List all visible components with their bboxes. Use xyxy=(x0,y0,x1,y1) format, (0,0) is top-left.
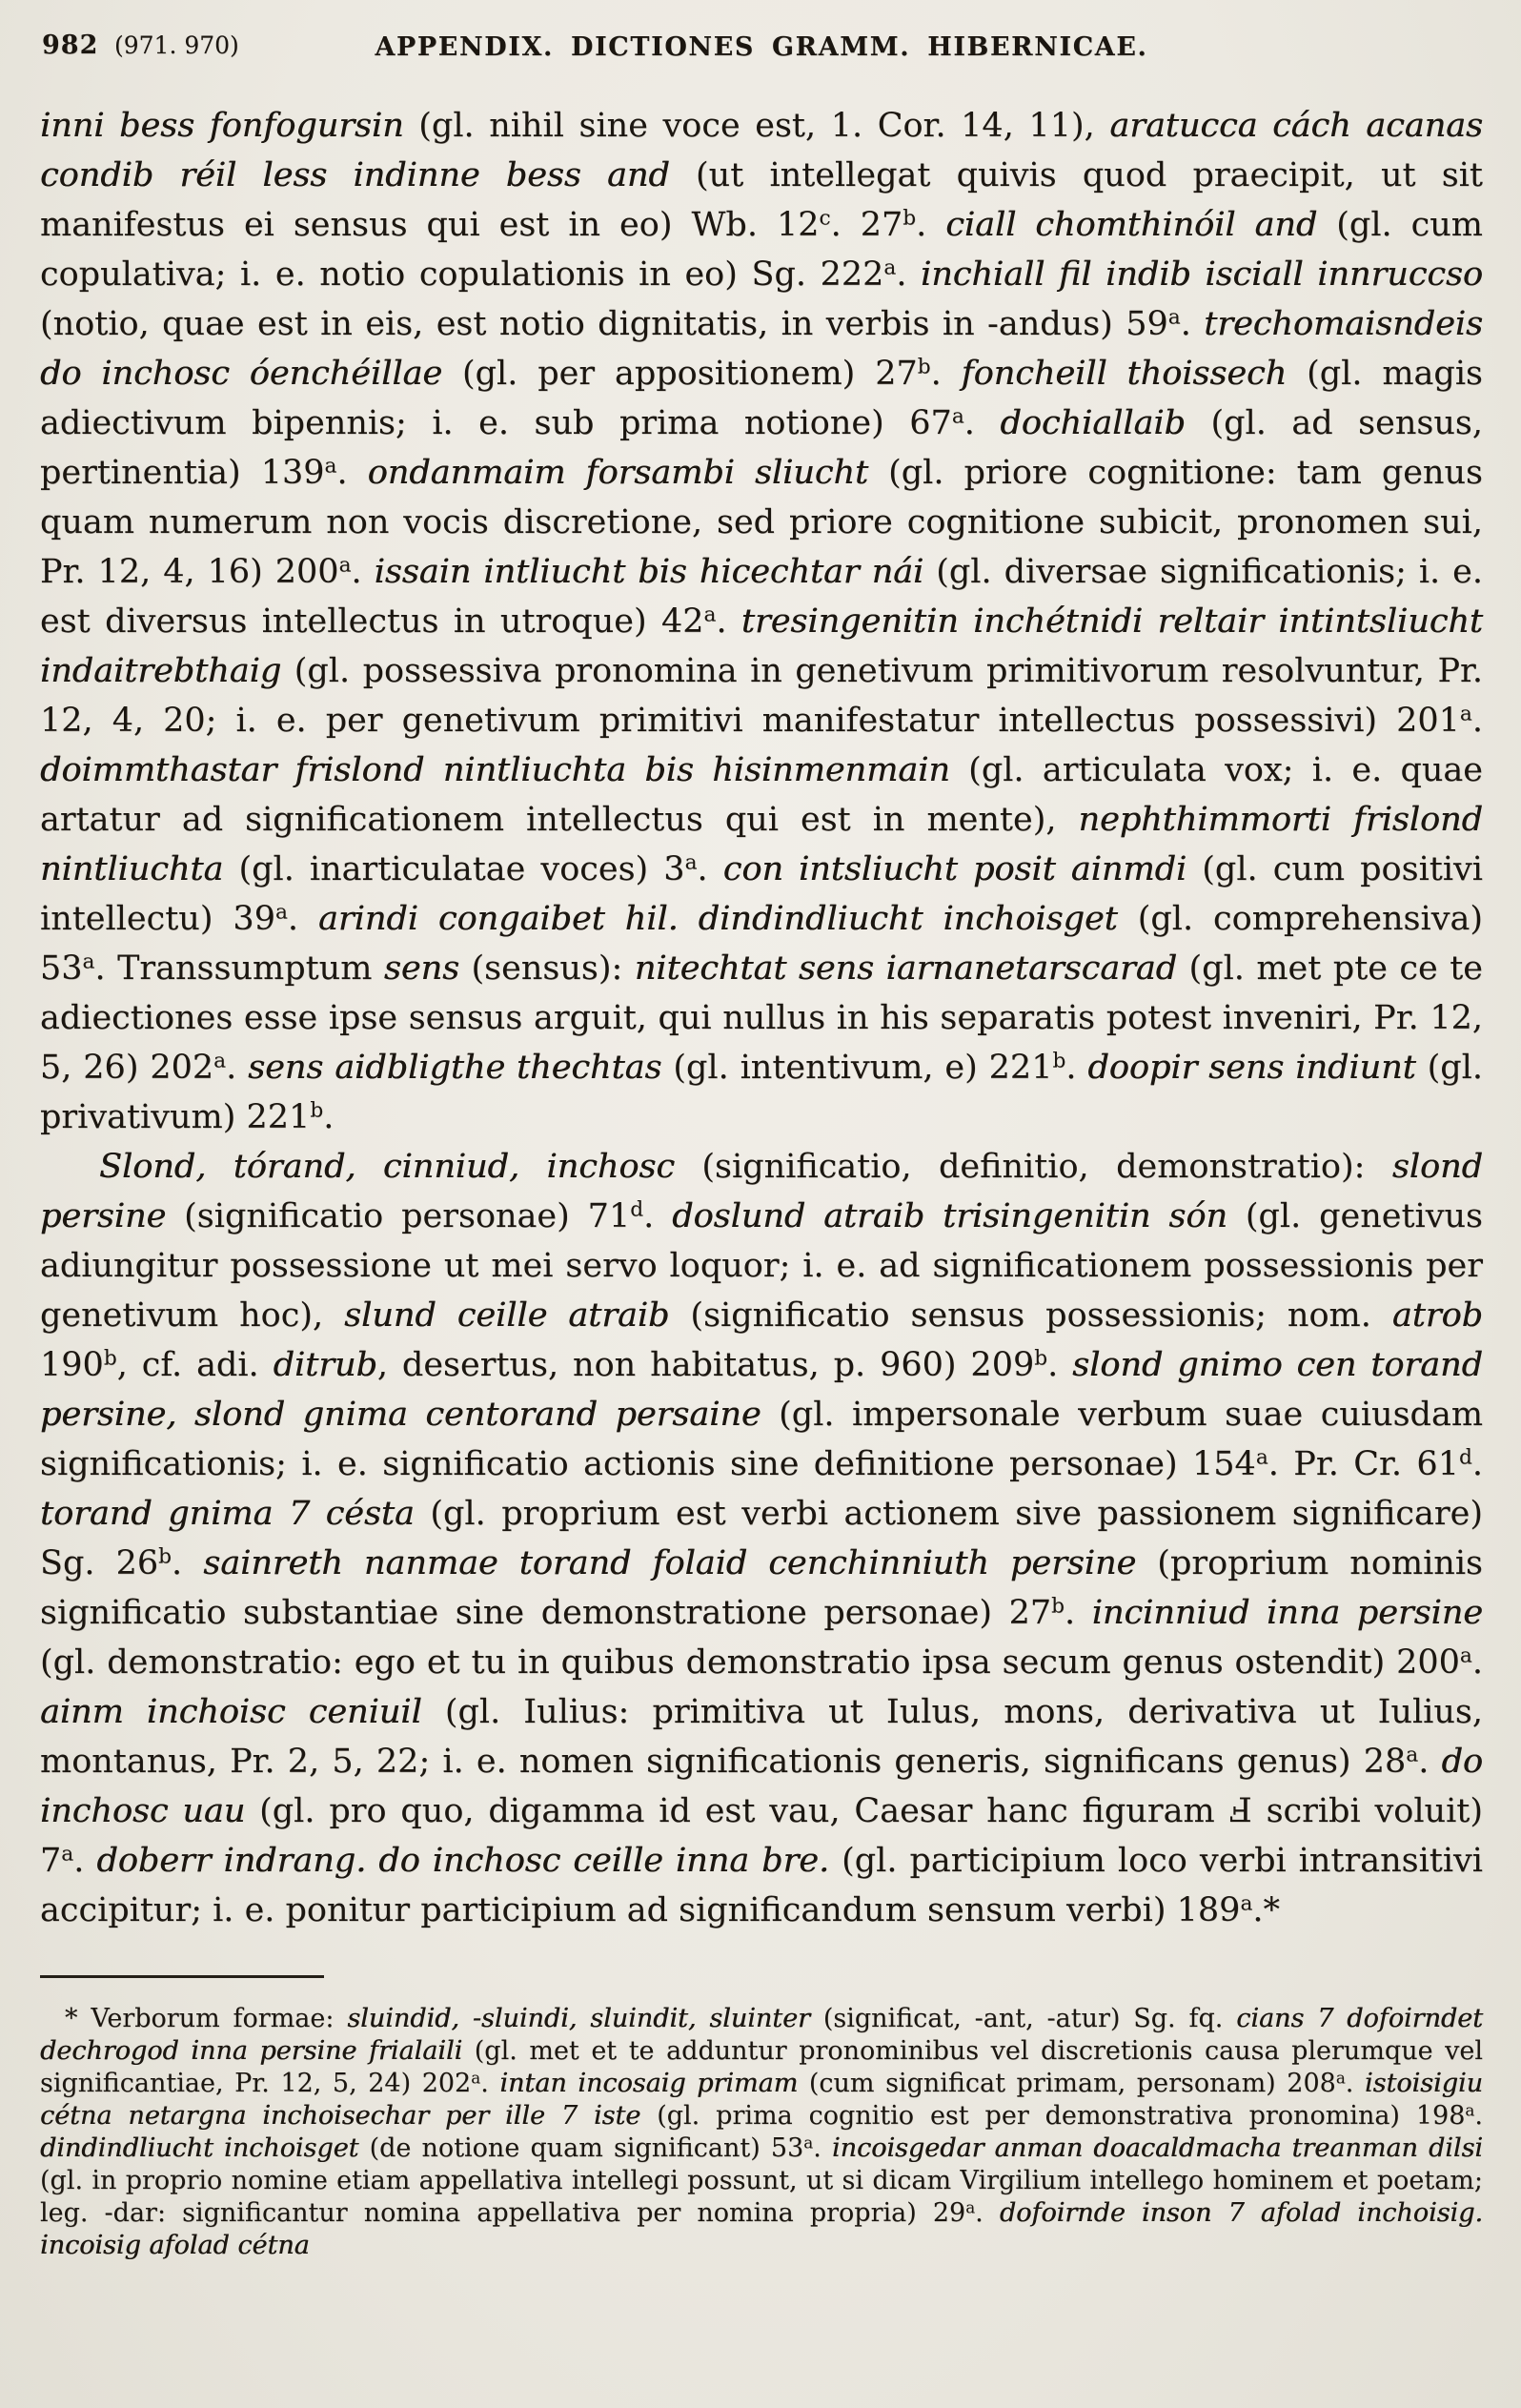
text-run: . xyxy=(323,1098,335,1136)
text-run: . xyxy=(1065,1049,1088,1087)
text-run: (significatio sensus possessionis; nom. xyxy=(690,1296,1392,1335)
text-run: (gl. priore cognitione: tam genus quam numerum non vocis discretione, sed priore cognitione subicit, pronomen sui, Pr. 12, 4, 16) 200 xyxy=(40,454,1483,591)
text-run: sainreth nanmae torand folaid cenchinniuth persine xyxy=(203,1544,1158,1582)
text-run: sens aidbligthe thechtas xyxy=(248,1049,674,1087)
text-run: dochiallaib xyxy=(1000,404,1211,442)
text-run: con intsliucht posit ainmdi xyxy=(722,850,1203,888)
text-run: . xyxy=(1047,1346,1073,1384)
text-run: . xyxy=(896,255,922,294)
text-run: doberr indrang. do inchosc ceille inna bre. xyxy=(96,1842,842,1880)
text-run: incinniud inna persine xyxy=(1091,1594,1483,1632)
text-run: doimmthastar frislond nintliuchta bis hisinmenmain xyxy=(40,751,969,789)
text-run: slond gnimo cen torand persine, slond gnima centorand persaine xyxy=(40,1346,1483,1434)
text-run: ciall chomthinóil and xyxy=(945,206,1337,244)
text-run: (gl. per appositionem) 27 xyxy=(462,355,918,393)
text-run: (significatio, definitio, demonstratio): xyxy=(701,1148,1392,1186)
text-run: (gl. proprium est verbi actionem sive passionem significare) Sg. 26 xyxy=(40,1495,1484,1582)
text-run: ditrub xyxy=(273,1346,377,1384)
text-run: . xyxy=(1471,702,1483,740)
text-run: nephthimmorti frislond nintliuchta xyxy=(40,801,1483,888)
footnote xyxy=(40,2003,1483,2262)
text-run: b xyxy=(310,1098,324,1123)
text-run: . xyxy=(336,454,368,492)
text-run: a xyxy=(274,900,288,925)
text-run: (ut intellegat quivis quod praecipit, ut sit manifestus ei sensus qui est in eo) Wb. 12 xyxy=(40,156,1483,244)
text-run: a xyxy=(1255,1445,1268,1470)
text-run: a xyxy=(1335,2068,1346,2088)
text-run: (gl. articulata vox; i. e. quae artatur ad significationem intellectus qui est in mente), xyxy=(40,751,1483,839)
text-run: (gl. possessiva pronomina in genetivum primitivorum resolvuntur, Pr. 12, 4, 20; i. e. per genetivum primitivi manifestatur intellectus possessivi) 201 xyxy=(40,652,1483,740)
text-run: . xyxy=(916,206,946,244)
text-run: (gl. comprehensiva) 53 xyxy=(40,900,1483,988)
text-run: . xyxy=(1345,2069,1365,2098)
body-text xyxy=(40,101,1483,1935)
text-run: aratucca cách acanas condib réil less indinne bess and xyxy=(40,107,1483,194)
page-number-note: (971. 970) xyxy=(113,31,239,59)
text-run: a xyxy=(1465,2100,1475,2120)
text-run: (proprium nominis significatio substantiae sine demonstratione personae) 27 xyxy=(40,1544,1483,1632)
text-run: b xyxy=(103,1346,117,1371)
paragraph xyxy=(40,1142,1483,1935)
text-run: foncheill thoissech xyxy=(961,355,1308,393)
text-run: incoisgedar anman doacaldmacha treanman dilsi xyxy=(831,2133,1483,2163)
text-run: b xyxy=(902,206,917,231)
text-run: . xyxy=(351,553,375,591)
text-run: a xyxy=(338,553,352,578)
text-run: * Verborum formae: xyxy=(65,2004,348,2033)
text-run: istoisigiu cétna netargna inchoisechar per ille 7 iste xyxy=(40,2069,1483,2131)
text-run: . 27 xyxy=(830,206,903,244)
text-run: (significat, -ant, -atur) Sg. fq. xyxy=(822,2004,1237,2033)
text-run: . xyxy=(172,1544,204,1582)
text-run: (de notione quam significant) 53 xyxy=(369,2133,804,2163)
text-run: (gl. cum positivi intellectu) 39 xyxy=(40,850,1483,938)
text-run: c xyxy=(819,206,831,231)
text-run: , cf. adi. xyxy=(116,1346,274,1384)
text-run: . xyxy=(643,1197,673,1235)
page-header xyxy=(40,25,1483,71)
text-run: (gl. met pte ce te adiectiones esse ipse sensus arguit, qui nullus in his separatis potest inveniri, Pr. 12, 5, 26) 202 xyxy=(40,949,1483,1087)
text-run: (gl. met et te adduntur pronominibus vel discretionis causa plerumque vel significantiae, Pr. 12, 5, 24) 202 xyxy=(40,2036,1483,2098)
text-run: . xyxy=(1418,1743,1442,1781)
text-run: b xyxy=(1051,1594,1065,1619)
text-run: a xyxy=(82,949,95,974)
text-run: , desertus, non habitatus, p. 960) 209 xyxy=(376,1346,1035,1384)
text-run: torand gnima 7 césta xyxy=(40,1495,431,1533)
text-run: . xyxy=(287,900,318,938)
text-run: . xyxy=(480,2069,500,2098)
text-run: a xyxy=(1406,1743,1419,1767)
page-number: 982 xyxy=(42,31,99,60)
text-run: dindindliucht inchoisget xyxy=(40,2133,370,2163)
text-run: a xyxy=(684,850,698,875)
text-run: sluindid, -sluindi, sluindit, sluinter xyxy=(347,2004,823,2033)
text-run: a xyxy=(213,1049,227,1073)
text-run: doopir sens indiunt xyxy=(1087,1049,1428,1087)
text-run: (gl. genetivus adiungitur possessione ut mei servo loquor; i. e. ad significationem possessionis per genetivum hoc), xyxy=(40,1197,1483,1335)
text-run: b xyxy=(917,355,931,379)
text-run: . xyxy=(1065,1594,1092,1632)
text-run: a xyxy=(965,2197,976,2217)
text-run: . xyxy=(813,2133,832,2163)
text-run: . Pr. Cr. 61 xyxy=(1268,1445,1459,1483)
text-run: 190 xyxy=(40,1346,104,1384)
text-run: (sensus): xyxy=(471,949,635,988)
text-run: (gl. in proprio nomine etiam appellativa intellegi possunt, ut si dicam Virgilium intellego hominem et poetam; leg. -dar: significantur nomina appellativa per nomina propria) 29 xyxy=(40,2166,1483,2228)
text-run: . xyxy=(1474,2101,1483,2131)
text-run: a xyxy=(61,1842,74,1867)
text-run: . xyxy=(1180,305,1205,343)
text-run: (gl. pro quo, digamma id est vau, Caesar hanc figuram Ⅎ scribi voluit) 7 xyxy=(40,1792,1483,1880)
text-run: . xyxy=(963,404,1001,442)
text-run: dofoirnde inson 7 afolad inchoisig. incoisig afolad cétna xyxy=(40,2198,1483,2260)
text-run: a xyxy=(951,404,964,429)
text-run: . xyxy=(1471,1643,1483,1682)
text-run: cians 7 dofoirndet dechrogod inna persine frialaili xyxy=(40,2004,1483,2066)
text-run: (gl. Iulius: primitiva ut Iulus, mons, derivativa ut Iulius, montanus, Pr. 2, 5, 22; i. e. nomen significationis generis, significans genus) 28 xyxy=(40,1693,1483,1781)
text-run: atrob xyxy=(1391,1296,1483,1335)
text-run: slond persine xyxy=(40,1148,1484,1235)
text-run: (gl. diversae significationis; i. e. est diversus intellectus in utroque) 42 xyxy=(40,553,1483,641)
text-run: issain intliucht bis hicechtar nái xyxy=(374,553,937,591)
text-run: . xyxy=(930,355,962,393)
text-run: sens xyxy=(383,949,472,988)
text-run: inni bess fonfogursin xyxy=(40,107,419,145)
text-run: (gl. prima cognitio est per demonstrativa pronomina) 198 xyxy=(657,2101,1466,2131)
text-run: a xyxy=(324,454,337,479)
text-run: (gl. magis adiectivum bipennis; i. e. sub prima notione) 67 xyxy=(40,355,1483,442)
text-run: (cum significat primam, personam) 208 xyxy=(808,2069,1336,2098)
text-run: b xyxy=(1052,1049,1066,1073)
text-run: (notio, quae est in eis, est notio dignitatis, in verbis in -andus) 59 xyxy=(40,305,1168,343)
text-run: intan incosaig primam xyxy=(499,2069,809,2098)
text-run: (gl. participium loco verbi intransitivi accipitur; i. e. ponitur participium ad significandum sensum verbi) 189 xyxy=(40,1842,1484,1929)
text-run: doslund atraib trisingenitin són xyxy=(672,1197,1246,1235)
text-run: (gl. ad sensus, pertinentia) 139 xyxy=(40,404,1483,492)
text-run: a xyxy=(703,602,717,627)
text-run: d xyxy=(1458,1445,1472,1470)
text-run: (gl. impersonale verbum suae cuiusdam significationis; i. e. significatio actionis sine definitione personae) 154 xyxy=(40,1396,1484,1483)
text-run: (gl. intentivum, e) 221 xyxy=(673,1049,1053,1087)
text-run: Slond, tórand, cinniud, inchosc xyxy=(99,1148,702,1186)
text-run: b xyxy=(1034,1346,1048,1371)
text-run: tresingenitin inchétnidi reltair intintsliucht indaitrebthaig xyxy=(40,602,1483,690)
text-run: inchiall fil indib isciall innruccso xyxy=(921,255,1483,294)
text-run: (gl. privativum) 221 xyxy=(40,1049,1483,1136)
running-title: APPENDIX. DICTIONES GRAMM. HIBERNICAE. xyxy=(375,32,1148,62)
text-run: d xyxy=(630,1197,644,1222)
text-run: . Transsumptum xyxy=(94,949,384,988)
text-run: a xyxy=(1459,702,1472,726)
text-run: a xyxy=(1459,1643,1472,1668)
text-run: . xyxy=(1471,1445,1483,1483)
text-run: .* xyxy=(1252,1891,1281,1929)
text-run: (gl. cum copulativa; i. e. notio copulationis in eo) Sg. 222 xyxy=(40,206,1483,294)
text-run: a xyxy=(1167,305,1181,330)
text-run: . xyxy=(226,1049,249,1087)
text-run: ainm inchoisc ceniuil xyxy=(40,1693,445,1731)
folio xyxy=(42,31,239,60)
footnote-separator xyxy=(40,1975,324,1978)
text-run: b xyxy=(158,1544,172,1569)
text-run: . xyxy=(697,850,723,888)
text-run: do inchosc uau xyxy=(40,1743,1483,1830)
text-run: trechomaisndeis do inchosc óenchéillae xyxy=(40,305,1483,393)
text-run: nitechtat sens iarnanetarscarad xyxy=(634,949,1189,988)
text-run: arindi congaibet hil. dindindliucht inchoisget xyxy=(317,900,1138,938)
text-run: (gl. nihil sine voce est, 1. Cor. 14, 11), xyxy=(418,107,1110,145)
text-run: a xyxy=(803,2133,814,2153)
text-run: . xyxy=(716,602,741,641)
text-run: . xyxy=(975,2198,1000,2228)
text-run: . xyxy=(73,1842,97,1880)
text-run: a xyxy=(1240,1891,1253,1916)
text-run: ondanmaim forsambi sliucht xyxy=(367,454,889,492)
text-run: (significatio personae) 71 xyxy=(184,1197,631,1235)
text-run: (gl. inarticulatae voces) 3 xyxy=(238,850,685,888)
text-run: a xyxy=(471,2068,481,2088)
text-run: slund ceille atraib xyxy=(344,1296,691,1335)
paragraph xyxy=(40,101,1483,1142)
text-run: (gl. demonstratio: ego et tu in quibus demonstratio ipsa secum genus ostendit) 200 xyxy=(40,1643,1460,1682)
text-run: a xyxy=(883,255,897,280)
